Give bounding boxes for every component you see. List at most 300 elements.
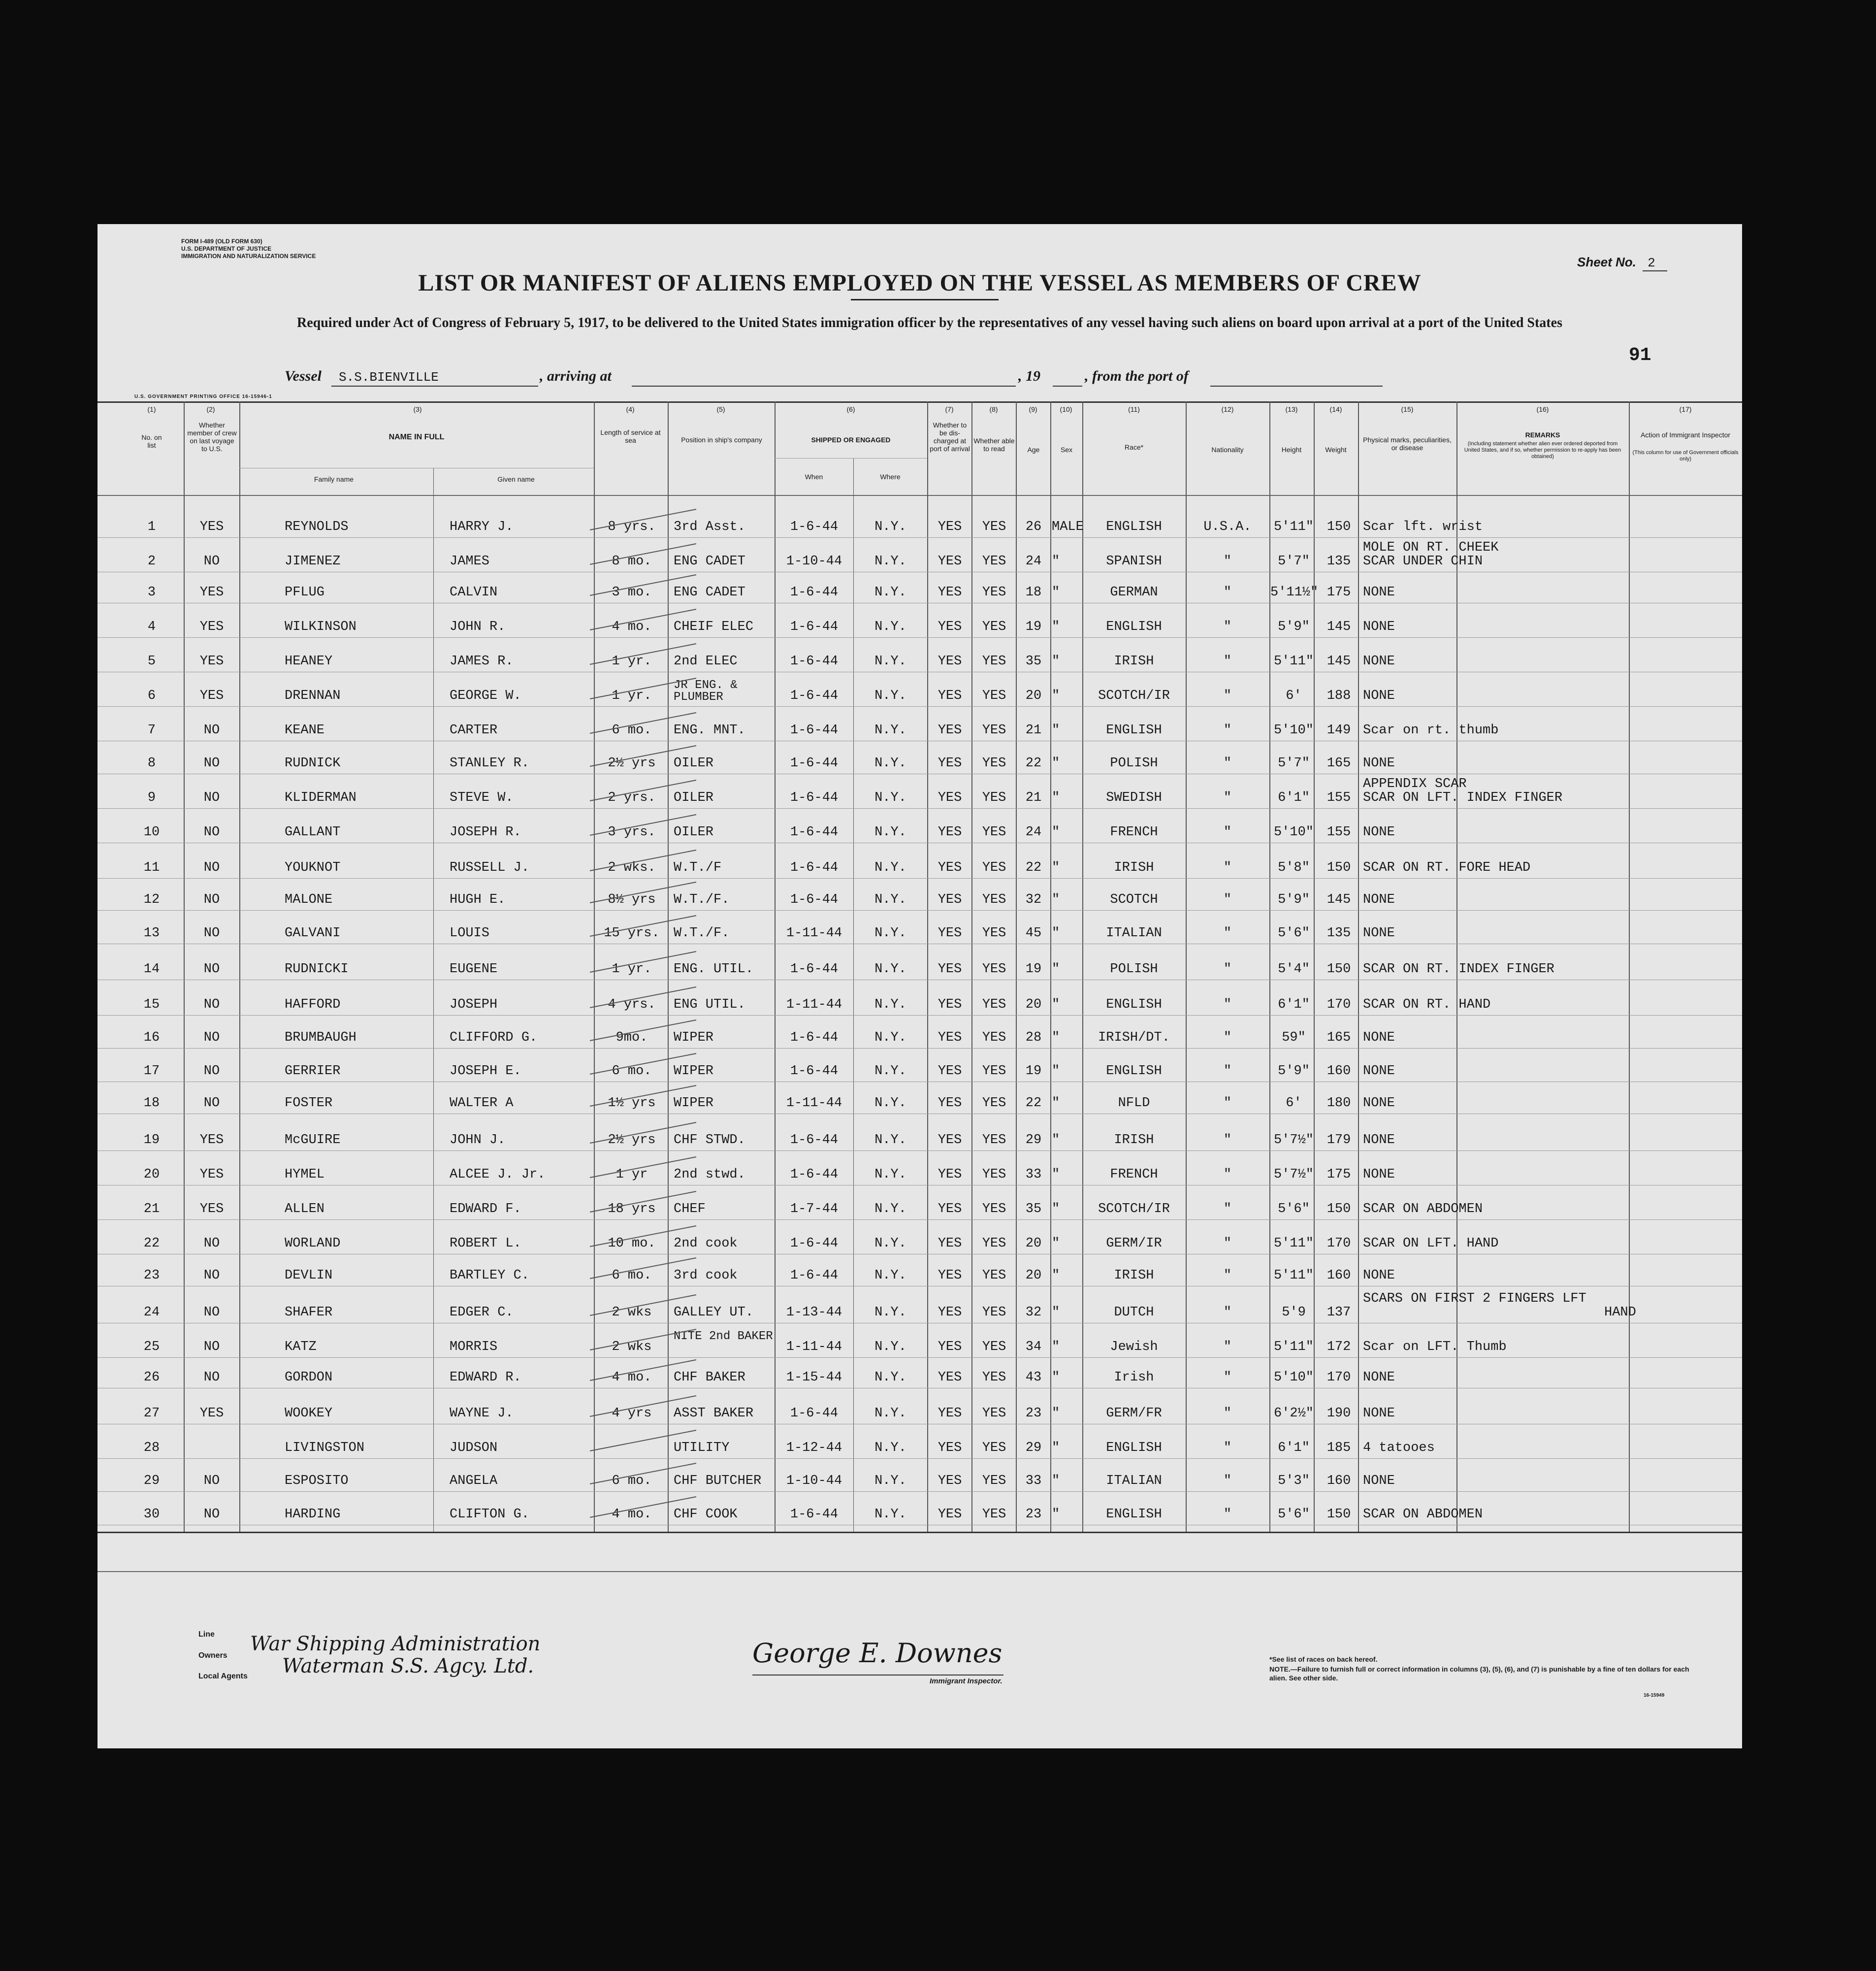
ship-position: W.T./F [674,860,722,875]
race: GERM/FR [1106,1406,1162,1421]
col-num: (13) [1285,405,1298,413]
shipped-date: 1-6-44 [790,620,839,634]
shipped-place: N.Y. [874,520,906,534]
nationality: " [1223,926,1232,941]
ship-position: WIPER [674,1096,714,1111]
nationality: " [1223,654,1232,669]
race: ITALIAN [1106,1474,1162,1488]
age: 23 [1025,1507,1042,1522]
sex: " [1052,1305,1060,1320]
col-divider [1050,401,1051,1532]
age: 29 [1025,1441,1042,1455]
row-rule [97,1219,1742,1220]
owners-value: War Shipping Administration [250,1633,541,1655]
crew-member-flag: NO [203,1096,220,1111]
col-divider [184,401,185,1532]
col-num: (17) [1679,405,1692,413]
crew-member-flag: NO [203,825,220,840]
weight: 155 [1326,825,1351,840]
race: ENGLISH [1106,1441,1162,1455]
row-number: 16 [143,1030,160,1045]
title-underline [851,299,999,300]
sex: " [1052,962,1060,977]
shipped-date: 1-6-44 [790,520,839,534]
ship-position: JR ENG. & PLUMBER [674,679,738,704]
height: 6' [1286,1096,1302,1111]
physical-marks: NONE [1363,620,1395,634]
family-name: HARDING [285,1507,341,1522]
shipped-date: 1-6-44 [790,756,839,771]
sex: " [1052,554,1060,569]
shipped-date: 1-6-44 [790,723,839,738]
race: ENGLISH [1106,1064,1162,1079]
shipped-place: N.Y. [874,1268,906,1283]
physical-marks-cont: SCAR ON LFT. INDEX FINGER [1363,790,1563,805]
height: 6'1" [1278,997,1310,1012]
shipped-place: N.Y. [874,997,906,1012]
arriving-label: , arriving at [540,368,612,384]
row-number: 10 [143,825,160,840]
discharged-flag: YES [938,790,962,805]
header-where: Where [880,473,901,481]
physical-marks: 4 tatooes [1363,1441,1435,1455]
weight: 160 [1326,1268,1351,1283]
weight: 145 [1326,892,1351,907]
weight: 135 [1326,926,1351,941]
given-name: HUGH E. [450,892,506,907]
age: 22 [1025,756,1042,771]
able-to-read: YES [982,723,1006,738]
crew-member-flag: YES [199,1202,224,1216]
row-rule [97,1150,1742,1151]
nationality: " [1223,1096,1232,1111]
row-number: 3 [147,585,156,600]
nationality: " [1223,1507,1232,1522]
able-to-read: YES [982,926,1006,941]
able-to-read: YES [982,790,1006,805]
nationality: " [1223,756,1232,771]
length-of-service: 18 yrs [608,1202,656,1216]
discharged-flag: YES [938,1406,962,1421]
footer-rule [97,1571,1742,1572]
header-name-in-full: NAME IN FULL [388,433,445,441]
weight: 179 [1326,1133,1351,1148]
length-of-service: 1 yr. [612,962,652,977]
year-underline [1053,386,1082,387]
shipped-date: 1-12-44 [786,1441,842,1455]
crew-member-flag: NO [203,892,220,907]
able-to-read: YES [982,756,1006,771]
length-of-service: 15 yrs. [604,926,660,941]
discharged-flag: YES [938,1441,962,1455]
family-name: RUDNICK [285,756,341,771]
physical-marks: SCAR ON ABDOMEN [1363,1202,1483,1216]
discharged-flag: YES [938,1167,962,1182]
able-to-read: YES [982,1441,1006,1455]
age: 19 [1025,962,1042,977]
physical-marks-cont: SCAR UNDER CHIN [1363,554,1483,569]
local-agents-label: Local Agents [198,1672,248,1680]
family-name: KEANE [285,723,325,738]
weight: 145 [1326,654,1351,669]
ship-position: CHF STWD. [674,1133,745,1148]
sex: " [1052,790,1060,805]
length-of-service: 2½ yrs [608,756,656,771]
shipped-date: 1-6-44 [790,892,839,907]
shipped-place: N.Y. [874,825,906,840]
discharged-flag: YES [938,1096,962,1111]
nationality: " [1223,1236,1232,1251]
height: 5'11" [1273,1268,1314,1283]
sex: " [1052,1474,1060,1488]
physical-marks: SCAR ON RT. FORE HEAD [1363,860,1531,875]
ship-position: 2nd cook [674,1236,738,1251]
row-number: 27 [143,1406,160,1421]
height: 5'8" [1278,860,1310,875]
length-of-service: 1 yr [615,1167,648,1182]
printing-office-note: U.S. GOVERNMENT PRINTING OFFICE 16-15946-1 [134,394,272,399]
sex: " [1052,585,1060,600]
height: 5'11" [1273,654,1314,669]
shipped-date: 1-6-44 [790,790,839,805]
discharged-flag: YES [938,892,962,907]
race: IRISH [1114,1268,1154,1283]
shipped-place: N.Y. [874,860,906,875]
race: IRISH/DT. [1098,1030,1170,1045]
col-divider [1016,401,1017,1532]
age: 45 [1025,926,1042,941]
physical-marks: Scar on rt. thumb [1363,723,1499,738]
length-of-service: 4 mo. [612,1507,652,1522]
family-name: GORDON [285,1370,333,1385]
crew-member-flag: YES [199,654,224,669]
ship-position: CHF COOK [674,1507,738,1522]
from-port-label: , from the port of [1085,368,1189,384]
row-rule [97,1357,1742,1358]
shipped-date: 1-6-44 [790,654,839,669]
discharged-flag: YES [938,585,962,600]
race: POLISH [1110,962,1158,977]
height: 5'7" [1278,554,1310,569]
race: ENGLISH [1106,1507,1162,1522]
race: POLISH [1110,756,1158,771]
weight: 165 [1326,756,1351,771]
ship-position: ENG CADET [674,554,745,569]
age: 19 [1025,620,1042,634]
discharged-flag: YES [938,520,962,534]
ship-position: 3rd Asst. [674,520,745,534]
discharged-flag: YES [938,1202,962,1216]
crew-member-flag: YES [199,1406,224,1421]
able-to-read: YES [982,860,1006,875]
nationality: " [1223,997,1232,1012]
family-name: HAFFORD [285,997,341,1012]
col-divider [853,458,854,1532]
ship-position: GALLEY UT. [674,1305,754,1320]
row-rule [97,1048,1742,1049]
discharged-flag: YES [938,825,962,840]
nationality: " [1223,554,1232,569]
family-name: RUDNICKI [285,962,349,977]
row-number: 26 [143,1370,160,1385]
shipped-date: 1-10-44 [786,1474,842,1488]
nationality: " [1223,1305,1232,1320]
shipped-place: N.Y. [874,1236,906,1251]
col-num: (9) [1029,405,1037,413]
height: 6'1" [1278,1441,1310,1455]
shipped-date: 1-15-44 [786,1370,842,1385]
header-nationality: Nationality [1211,446,1244,454]
row-rule [97,706,1742,707]
age: 20 [1025,1268,1042,1283]
weight: 150 [1326,520,1351,534]
weight: 150 [1326,1507,1351,1522]
col-num: (2) [206,405,215,413]
race: FRENCH [1110,1167,1158,1182]
height: 5'9" [1278,892,1310,907]
height: 6' [1286,689,1302,703]
ship-position: ASST BAKER [674,1406,754,1421]
crew-member-flag: YES [199,520,224,534]
nationality: U.S.A. [1203,520,1252,534]
able-to-read: YES [982,1340,1006,1354]
crew-table [97,401,1742,1571]
crew-member-flag: YES [199,1133,224,1148]
family-name: DRENNAN [285,689,341,703]
height: 59" [1282,1030,1306,1045]
shipped-place: N.Y. [874,723,906,738]
family-name: ESPOSITO [285,1474,349,1488]
shipped-date: 1-6-44 [790,585,839,600]
shipped-date: 1-6-44 [790,1406,839,1421]
race: GERM/IR [1106,1236,1162,1251]
header-no-on-list: No. on list [141,433,162,449]
header-bottom-rule [97,495,1742,496]
discharged-flag: YES [938,1474,962,1488]
page-number: 91 [1629,345,1651,366]
physical-marks: SCAR ON RT. HAND [1363,997,1491,1012]
row-number: 5 [147,654,156,669]
sex: " [1052,620,1060,634]
row-number: 21 [143,1202,160,1216]
given-name: WALTER A [450,1096,514,1111]
shipped-place: N.Y. [874,1474,906,1488]
nationality: " [1223,585,1232,600]
shipped-place: N.Y. [874,1305,906,1320]
able-to-read: YES [982,1236,1006,1251]
physical-marks: NONE [1363,1064,1395,1079]
able-to-read: YES [982,1096,1006,1111]
family-name: WILKINSON [285,620,356,634]
length-of-service: 3 yrs. [608,825,656,840]
height: 5'11" [1273,1236,1314,1251]
family-name: SHAFER [285,1305,333,1320]
nationality: " [1223,1370,1232,1385]
family-name: MALONE [285,892,333,907]
header-sex: Sex [1060,446,1073,454]
header-shipped-engaged: SHIPPED OR ENGAGED [811,436,891,444]
given-name: EDWARD F. [450,1202,521,1216]
row-number: 25 [143,1340,160,1354]
physical-marks: NONE [1363,654,1395,669]
header-remarks-sub: (Including statement whether alien ever ordered deported from United States, and if so, whether permission to re-apply has been obtained) [1464,441,1621,460]
height: 6'1" [1278,790,1310,805]
ship-position: ENG CADET [674,585,745,600]
nationality: " [1223,1268,1232,1283]
given-name: WAYNE J. [450,1406,514,1421]
age: 19 [1025,1064,1042,1079]
sex: " [1052,1340,1060,1354]
length-of-service: 8 mo. [612,554,652,569]
family-name: WOOKEY [285,1406,333,1421]
weight: 190 [1326,1406,1351,1421]
age: 24 [1025,554,1042,569]
family-name: HYMEL [285,1167,325,1182]
able-to-read: YES [982,1167,1006,1182]
height: 5'11" [1273,520,1314,534]
length-of-service: 4 yrs [612,1406,652,1421]
crew-member-flag: NO [203,1236,220,1251]
nationality: " [1223,1202,1232,1216]
given-name: ROBERT L. [450,1236,521,1251]
crew-member-flag: NO [203,1305,220,1320]
shipped-date: 1-11-44 [786,926,842,941]
given-name: ANGELA [450,1474,498,1488]
physical-marks: NONE [1363,892,1395,907]
discharged-flag: YES [938,1133,962,1148]
header-action-sub: (This column for use of Government officials only) [1632,450,1739,462]
header-remarks: REMARKS [1525,431,1560,439]
sex: " [1052,1441,1060,1455]
inspector-label: Immigrant Inspector. [930,1677,1003,1685]
height: 5'9" [1278,620,1310,634]
length-of-service: 6 mo. [612,1474,652,1488]
length-of-service: 6 mo. [612,723,652,738]
weight: 150 [1326,962,1351,977]
form-number: FORM I-489 (OLD FORM 630) [181,238,262,245]
nationality: " [1223,825,1232,840]
weight: 149 [1326,723,1351,738]
discharged-flag: YES [938,1030,962,1045]
row-number: 6 [147,689,156,703]
given-name: BARTLEY C. [450,1268,530,1283]
nationality: " [1223,962,1232,977]
weight: 170 [1326,1370,1351,1385]
col-num: (10) [1060,405,1072,413]
height: 5'7" [1278,756,1310,771]
crew-member-flag: NO [203,926,220,941]
from-port-underline [1210,386,1383,387]
shipped-place: N.Y. [874,585,906,600]
ship-position: W.T./F. [674,892,730,907]
given-name: STANLEY R. [450,756,530,771]
races-note: *See list of races on back hereof. [1269,1655,1378,1663]
length-of-service: 2 wks. [608,860,656,875]
shipped-place: N.Y. [874,1406,906,1421]
age: 32 [1025,1305,1042,1320]
form-identifier [181,238,339,260]
family-name: GERRIER [285,1064,341,1079]
physical-marks: NONE [1363,1167,1395,1182]
given-name: RUSSELL J. [450,860,530,875]
sex: " [1052,1133,1060,1148]
able-to-read: YES [982,825,1006,840]
header-height: Height [1281,446,1302,454]
race: Irish [1114,1370,1154,1385]
family-name: GALLANT [285,825,341,840]
given-name: JOSEPH R. [450,825,521,840]
given-name: JOSEPH [450,997,498,1012]
sex: MALE [1052,520,1084,534]
physical-marks: NONE [1363,1133,1395,1148]
shipped-date: 1-13-44 [786,1305,842,1320]
form-department: U.S. DEPARTMENT OF JUSTICE [181,245,272,252]
ship-position: CHF BAKER [674,1370,745,1385]
family-name: KATZ [285,1340,317,1354]
family-name: McGUIRE [285,1133,341,1148]
given-name: LOUIS [450,926,490,941]
nationality: " [1223,1133,1232,1148]
physical-marks: MOLE ON RT. CHEEK [1363,540,1499,555]
able-to-read: YES [982,1507,1006,1522]
col-num: (11) [1128,405,1140,413]
shipped-place: N.Y. [874,1030,906,1045]
race: SPANISH [1106,554,1162,569]
race: ITALIAN [1106,926,1162,941]
header-length-service: Length of service at sea [600,428,661,444]
height: 5'11½" [1270,585,1319,600]
header-whether-member: Whether member of crew on last voyage to U.S. [187,421,237,453]
shipped-date: 1-10-44 [786,554,842,569]
given-name: JAMES R. [450,654,514,669]
discharged-flag: YES [938,654,962,669]
crew-member-flag: NO [203,723,220,738]
ship-position: WIPER [674,1030,714,1045]
row-number: 23 [143,1268,160,1283]
row-number: 18 [143,1096,160,1111]
sex: " [1052,1406,1060,1421]
col-num: (4) [626,405,635,413]
age: 32 [1025,892,1042,907]
physical-marks: NONE [1363,1370,1395,1385]
discharged-flag: YES [938,962,962,977]
weight: 185 [1326,1441,1351,1455]
sheet-number [1577,255,1667,271]
shipped-place: N.Y. [874,926,906,941]
shipped-subheader-rule [775,458,927,459]
row-rule [97,637,1742,638]
header-given-name: Given name [497,475,535,483]
given-name: CLIFTON G. [450,1507,530,1522]
able-to-read: YES [982,962,1006,977]
crew-member-flag: NO [203,1474,220,1488]
race: ENGLISH [1106,620,1162,634]
weight: 150 [1326,1202,1351,1216]
col-divider [971,401,972,1532]
height: 5'3" [1278,1474,1310,1488]
ship-position: CHEF [674,1202,706,1216]
inspector-signature: George E. Downes [752,1638,1003,1669]
race: SCOTCH/IR [1098,689,1170,703]
col-divider [433,468,434,1532]
line-label: Line [198,1630,215,1639]
able-to-read: YES [982,1202,1006,1216]
form-code: 16-15949 [1644,1693,1665,1698]
header-age: Age [1027,446,1040,454]
shipped-place: N.Y. [874,1340,906,1354]
height: 5'11" [1273,1340,1314,1354]
age: 20 [1025,689,1042,703]
